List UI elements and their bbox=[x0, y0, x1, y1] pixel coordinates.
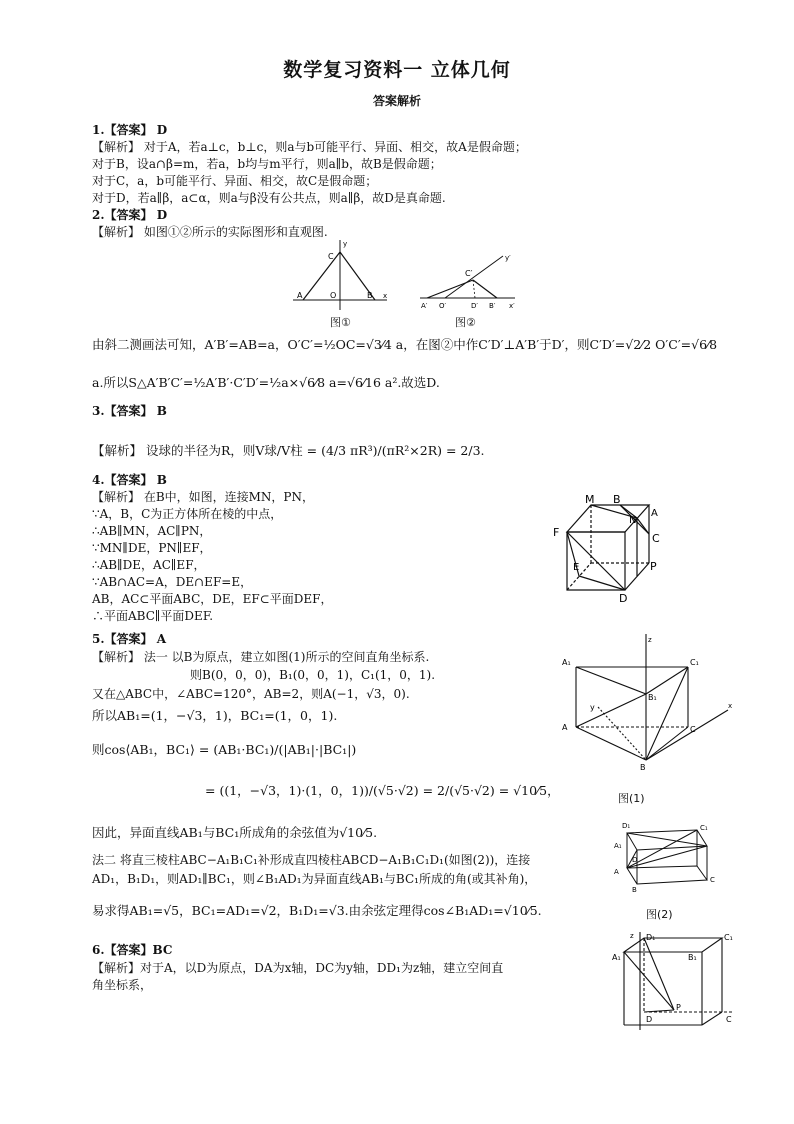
svg-text:C₁: C₁ bbox=[724, 933, 733, 942]
prism-figure-2-caption: 图(2) bbox=[646, 908, 673, 921]
q5-analysis-line-6: = ((1，−√3，1)·(1，0，1))/(√5·√2) = 2/(√5·√2) = √10⁄5， bbox=[205, 783, 560, 798]
svg-text:C: C bbox=[710, 876, 715, 884]
svg-text:x: x bbox=[383, 292, 388, 300]
q1-analysis-line-2: 对于B，设a∩β=m，若a，b均与m平行，则a∥b，故B是假命题； bbox=[92, 157, 442, 171]
svg-text:A₁: A₁ bbox=[612, 953, 621, 962]
q4-analysis-line-8: ∴平面ABC∥平面DEF. bbox=[92, 609, 214, 623]
svg-text:C: C bbox=[328, 252, 334, 261]
q2-analysis-line-1: 【解析】 如图①②所示的实际图形和直观图. bbox=[92, 225, 328, 239]
q5-answer: 5.【答案】 A bbox=[92, 632, 167, 646]
svg-text:x′: x′ bbox=[509, 302, 515, 310]
q5-analysis-line-8: 法二 将直三棱柱ABC−A₁B₁C₁补形成直四棱柱ABCD−A₁B₁C₁D₁(如图(2))，连接 bbox=[92, 853, 531, 867]
q4-analysis-line-5: ∴AB∥DE，AC∥EF， bbox=[92, 558, 206, 572]
svg-text:C₁: C₁ bbox=[700, 824, 708, 832]
q4-analysis-line-3: ∴AB∥MN，AC∥PN， bbox=[92, 524, 212, 538]
svg-text:B: B bbox=[640, 763, 646, 772]
page-subtitle: 答案解析 bbox=[372, 94, 421, 108]
svg-text:y: y bbox=[590, 703, 595, 712]
q5-analysis-line-10: 易求得AB₁=√5，BC₁=AD₁=√2，B₁D₁=√3.由余弦定理得cos∠B₁AD₁=√10⁄5. bbox=[92, 903, 542, 918]
svg-text:B: B bbox=[632, 886, 637, 893]
page-title: 数学复习资料一 立体几何 bbox=[283, 59, 511, 81]
q1-analysis-line-4: 对于D，若a∥β，a⊂α，则a与β没有公共点，则a∥β，故D是真命题. bbox=[92, 191, 446, 205]
svg-text:D: D bbox=[632, 856, 638, 864]
q3-analysis-line-1: 【解析】 设球的半径为R，则V球/V柱 = (4/3 πR³)/(πR²×2R) = 2/3. bbox=[92, 443, 485, 458]
svg-text:C₁: C₁ bbox=[690, 658, 699, 667]
svg-text:y′: y′ bbox=[505, 254, 511, 262]
q5-analysis-line-7: 因此，异面直线AB₁与BC₁所成角的余弦值为√10⁄5. bbox=[92, 825, 378, 840]
svg-text:B: B bbox=[613, 493, 621, 506]
q6-analysis-line-2: 角坐标系， bbox=[92, 978, 153, 992]
q5-analysis-line-5: 则cos⟨AB₁，BC₁⟩ = (AB₁·BC₁)/(|AB₁|·|BC₁|) bbox=[92, 742, 357, 757]
svg-text:P: P bbox=[676, 1003, 681, 1012]
figure-2-caption: 图② bbox=[455, 316, 476, 329]
q4-analysis-line-1: 【解析】 在B中，如图，连接MN，PN， bbox=[92, 490, 314, 504]
svg-text:z: z bbox=[648, 636, 652, 644]
q4-analysis-line-6: ∵AB∩AC=A，DE∩EF=E， bbox=[92, 575, 253, 589]
svg-text:A: A bbox=[562, 723, 568, 732]
svg-text:A₁: A₁ bbox=[562, 658, 571, 667]
svg-text:x: x bbox=[728, 702, 733, 710]
prism-figure-1-caption: 图(1) bbox=[618, 792, 645, 805]
svg-text:D₁: D₁ bbox=[622, 822, 631, 830]
svg-text:B₁: B₁ bbox=[648, 693, 657, 702]
svg-text:A₁: A₁ bbox=[614, 842, 622, 850]
q4-analysis-line-2: ∵A，B，C为正方体所在棱的中点， bbox=[92, 507, 283, 521]
svg-text:P: P bbox=[650, 560, 657, 573]
q5-analysis-line-2: 则B(0，0，0)，B₁(0，0，1)，C₁(1，0，1). bbox=[190, 668, 436, 682]
q4-analysis-line-4: ∵MN∥DE，PN∥EF， bbox=[92, 541, 212, 555]
q2-answer: 2.【答案】 D bbox=[92, 208, 168, 222]
prism-figure-2 bbox=[612, 818, 722, 897]
q6-analysis-line-1: 【解析】对于A，以D为原点，DA为x轴，DC为y轴，DD₁为z轴，建立空间直 bbox=[92, 961, 504, 975]
svg-text:O: O bbox=[330, 291, 337, 300]
figure-1-triangle bbox=[285, 238, 395, 322]
cube-figure-q6 bbox=[612, 930, 742, 1039]
q1-analysis-line-1: 【解析】 对于A，若a⊥c，b⊥c，则a与b可能平行、异面、相交，故A是假命题； bbox=[92, 140, 527, 154]
svg-text:C′: C′ bbox=[465, 269, 473, 278]
q5-analysis-line-1: 【解析】 法一 以B为原点，建立如图(1)所示的空间直角坐标系. bbox=[92, 650, 430, 664]
svg-text:B: B bbox=[367, 291, 373, 300]
svg-text:M: M bbox=[585, 493, 595, 506]
svg-text:D: D bbox=[646, 1015, 653, 1024]
q5-analysis-line-3: 又在△ABC中，∠ABC=120°，AB=2，则A(−1，√3，0). bbox=[92, 687, 410, 701]
svg-text:y: y bbox=[343, 240, 348, 248]
q2-analysis-line-3: a.所以S△A′B′C′=½A′B′·C′D′=½a×√6⁄8 a=√6⁄16 a².故选D. bbox=[92, 375, 440, 390]
svg-text:O′: O′ bbox=[439, 302, 447, 310]
q2-analysis-line-2: 由斜二测画法可知，A′B′=AB=a，O′C′=½OC=√3⁄4 a，在图②中作C′D′⊥A′B′于D′，则C′D′=√2⁄2 O′C′=√6⁄8 bbox=[92, 337, 718, 352]
q1-answer: 1.【答案】 D bbox=[92, 123, 168, 137]
svg-text:N: N bbox=[629, 515, 637, 526]
figure-1-caption: 图① bbox=[330, 316, 351, 329]
svg-text:D: D bbox=[619, 592, 628, 605]
svg-text:A′: A′ bbox=[421, 302, 428, 310]
svg-text:C: C bbox=[652, 532, 660, 545]
q5-analysis-line-9: AD₁，B₁D₁，则AD₁∥BC₁，则∠B₁AD₁为异面直线AB₁与BC₁所成的角(或其补角)， bbox=[92, 872, 537, 886]
q4-answer: 4.【答案】 B bbox=[92, 473, 167, 487]
svg-text:C: C bbox=[690, 725, 696, 734]
svg-text:D′: D′ bbox=[471, 302, 478, 310]
svg-text:A: A bbox=[614, 868, 619, 876]
svg-text:F: F bbox=[553, 526, 560, 539]
cube-figure-q4 bbox=[545, 490, 675, 609]
svg-text:E: E bbox=[573, 562, 580, 573]
q5-analysis-line-4: 所以AB₁=(1，−√3，1)，BC₁=(1，0，1). bbox=[92, 708, 338, 723]
svg-text:B′: B′ bbox=[489, 302, 496, 310]
svg-text:A: A bbox=[651, 508, 658, 519]
q1-analysis-line-3: 对于C，a，b可能平行、异面、相交，故C是假命题； bbox=[92, 174, 378, 188]
svg-text:C: C bbox=[726, 1015, 732, 1024]
q4-analysis-line-7: AB，AC⊂平面ABC，DE，EF⊂平面DEF， bbox=[92, 592, 333, 606]
q3-answer: 3.【答案】 B bbox=[92, 404, 167, 418]
q6-answer: 6.【答案】BC bbox=[92, 943, 173, 957]
svg-text:B₁: B₁ bbox=[688, 953, 697, 962]
prism-figure-1 bbox=[558, 632, 738, 776]
svg-text:D₁: D₁ bbox=[646, 933, 656, 942]
svg-text:A: A bbox=[297, 291, 303, 300]
svg-text:z: z bbox=[630, 932, 634, 940]
figure-2-oblique bbox=[415, 250, 520, 316]
